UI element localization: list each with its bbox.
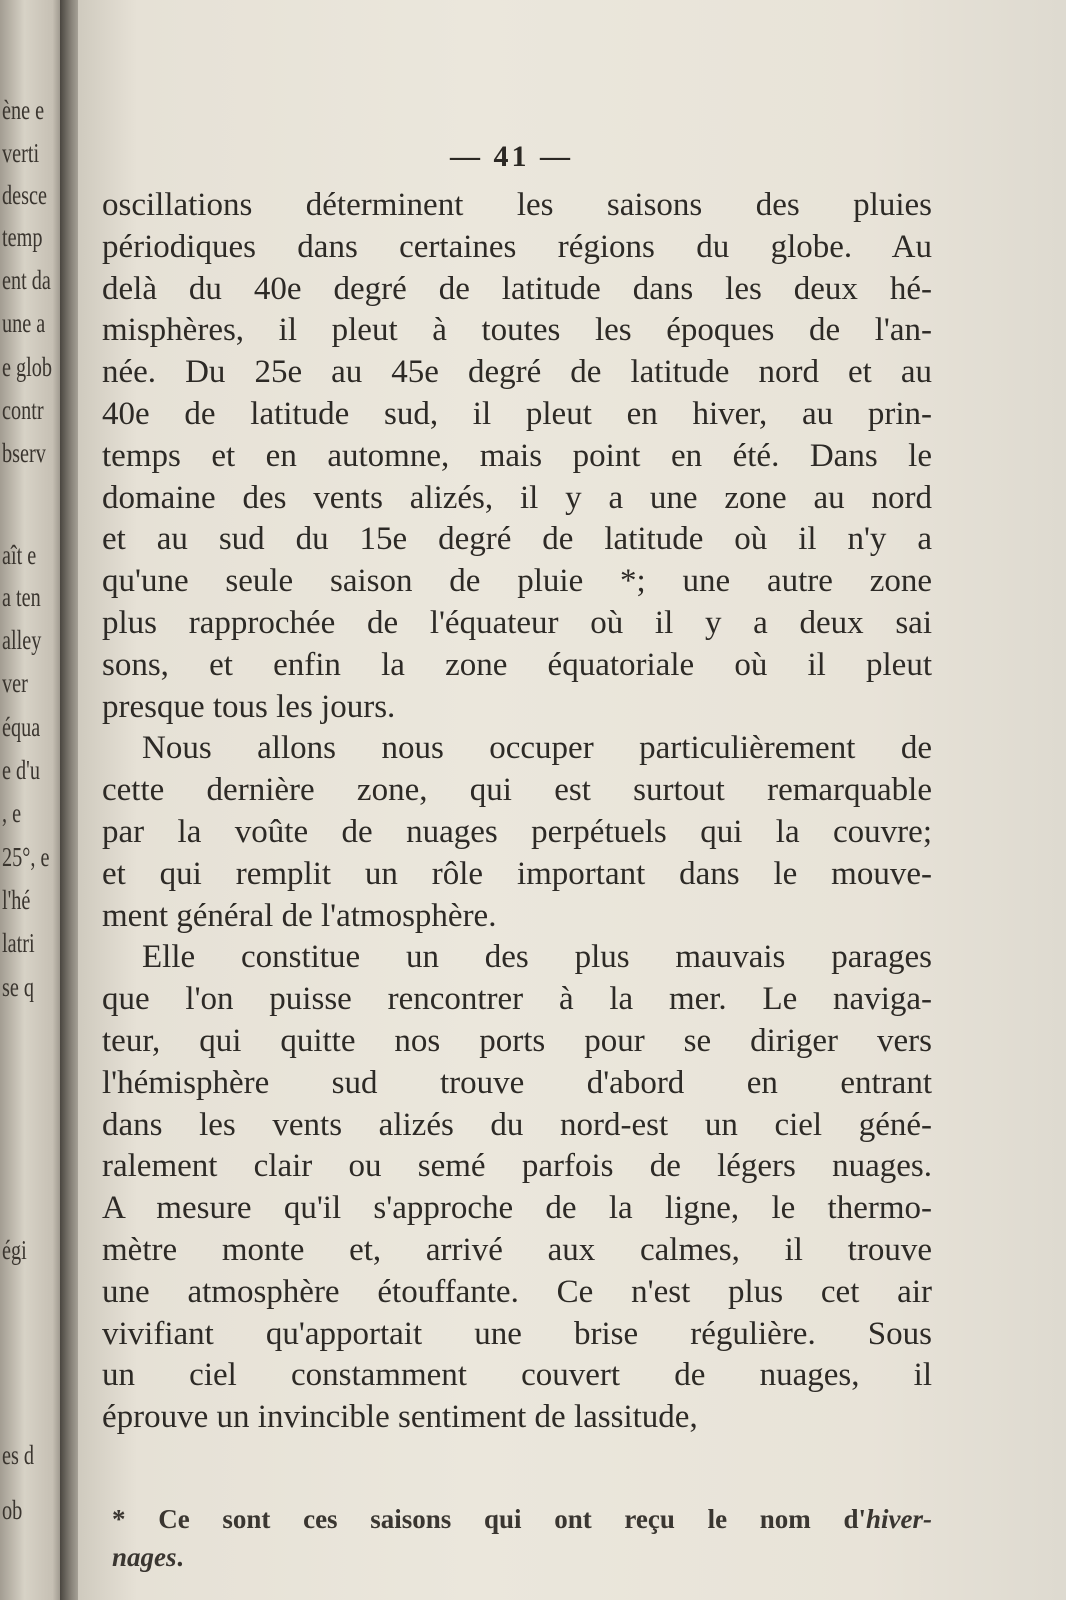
left-page-fragment: contr [2, 395, 44, 425]
left-page-fragment: temp [2, 222, 43, 252]
text-line: mètre monte et, arrivé aux calmes, il trouve [102, 1231, 932, 1268]
text-line: vivifiant qu'apportait une brise régulière. Sous [102, 1315, 932, 1352]
left-page-fragment: e glob [2, 352, 53, 382]
text-line: cette dernière zone, qui est surtout remarquable [102, 772, 932, 809]
left-page-fragment: latri [2, 928, 35, 958]
footnote-italic-word: hiver- [866, 1504, 932, 1534]
left-page-fragment: verti [2, 138, 40, 168]
text-line: qu'une seule saison de pluie *; une autre zone [102, 563, 932, 600]
left-page-fragment: a ten [2, 582, 41, 612]
text-line: delà du 40e degré de latitude dans les deux hé- [102, 270, 932, 307]
left-page-fragment: alley [2, 625, 42, 655]
text-line: ralement clair ou semé parfois de légers nuages. [102, 1148, 932, 1185]
left-page-fragment: es d [2, 1440, 35, 1470]
text-line: Nous allons nous occuper particulièrement de [142, 730, 932, 767]
left-page-fragment: desce [2, 180, 47, 210]
text-line: et au sud du 15e degré de latitude où il n'y a [102, 521, 932, 558]
footnote-text: * Ce sont ces saisons qui ont reçu le nom d' [112, 1504, 867, 1534]
text-line: presque tous les jours. [102, 688, 396, 725]
footnote-line [112, 1500, 932, 1538]
text-line: et qui remplit un rôle important dans le mouve- [102, 855, 932, 892]
left-page-fragment: aît e [2, 540, 37, 570]
text-line: ment général de l'atmosphère. [102, 897, 497, 934]
text-line: née. Du 25e au 45e degré de latitude nord et au [102, 354, 932, 391]
left-page-fragment: équa [2, 712, 41, 742]
left-page-fragment: ob [2, 1495, 23, 1525]
left-page-fragment: ver [2, 668, 28, 698]
text-line: Elle constitue un des plus mauvais parages [142, 939, 932, 976]
text-line: domaine des vents alizés, il y a une zone au nord [102, 479, 932, 516]
text-line: éprouve un invincible sentiment de lassitude, [102, 1399, 698, 1436]
left-page-fragment: bserv [2, 438, 46, 468]
text-line: par la voûte de nuages perpétuels qui la couvre; [102, 813, 932, 850]
text-line: oscillations déterminent les saisons des pluies [102, 187, 932, 223]
left-page-fragment: ent da [2, 265, 51, 295]
left-page-fragment: 25°, e [2, 842, 50, 872]
body-text [102, 185, 932, 1439]
text-line: plus rapprochée de l'équateur où il y a deux sai [102, 604, 932, 641]
text-line: temps et en automne, mais point en été. Dans le [102, 437, 932, 474]
text-line: A mesure qu'il s'approche de la ligne, le thermo- [102, 1190, 932, 1227]
left-page-fragment: e d'u [2, 755, 40, 785]
text-line: que l'on puisse rencontrer à la mer. Le naviga- [102, 981, 932, 1018]
left-page-fragment: l'hé [2, 885, 31, 915]
footnote-line [112, 1538, 932, 1576]
footnote [112, 1500, 932, 1576]
footnote-italic-word: nages [112, 1542, 177, 1572]
left-page-fragment: une a [2, 308, 46, 338]
text-line: périodiques dans certaines régions du globe. Au [102, 228, 932, 265]
text-line: l'hémisphère sud trouve d'abord en entrant [102, 1064, 932, 1101]
page-number: — 41 — [450, 140, 573, 173]
right-page [78, 0, 1066, 1600]
text-line: dans les vents alizés du nord-est un ciel géné- [102, 1106, 932, 1143]
text-line: teur, qui quitte nos ports pour se diriger vers [102, 1022, 932, 1059]
left-page-fragment: se q [2, 972, 35, 1002]
footnote-text: . [176, 1542, 184, 1572]
text-line: une atmosphère étouffante. Ce n'est plus cet air [102, 1273, 932, 1310]
left-page-fragment: ène e [2, 95, 45, 125]
text-line: misphères, il pleut à toutes les époques de l'an- [102, 312, 932, 349]
text-line: sons, et enfin la zone équatoriale où il pleut [102, 646, 932, 683]
text-line: 40e de latitude sud, il pleut en hiver, au prin- [102, 395, 932, 432]
left-page-fragment: , e [2, 798, 22, 828]
text-line: un ciel constamment couvert de nuages, il [102, 1357, 932, 1394]
left-page-fragment: égi [2, 1235, 27, 1265]
